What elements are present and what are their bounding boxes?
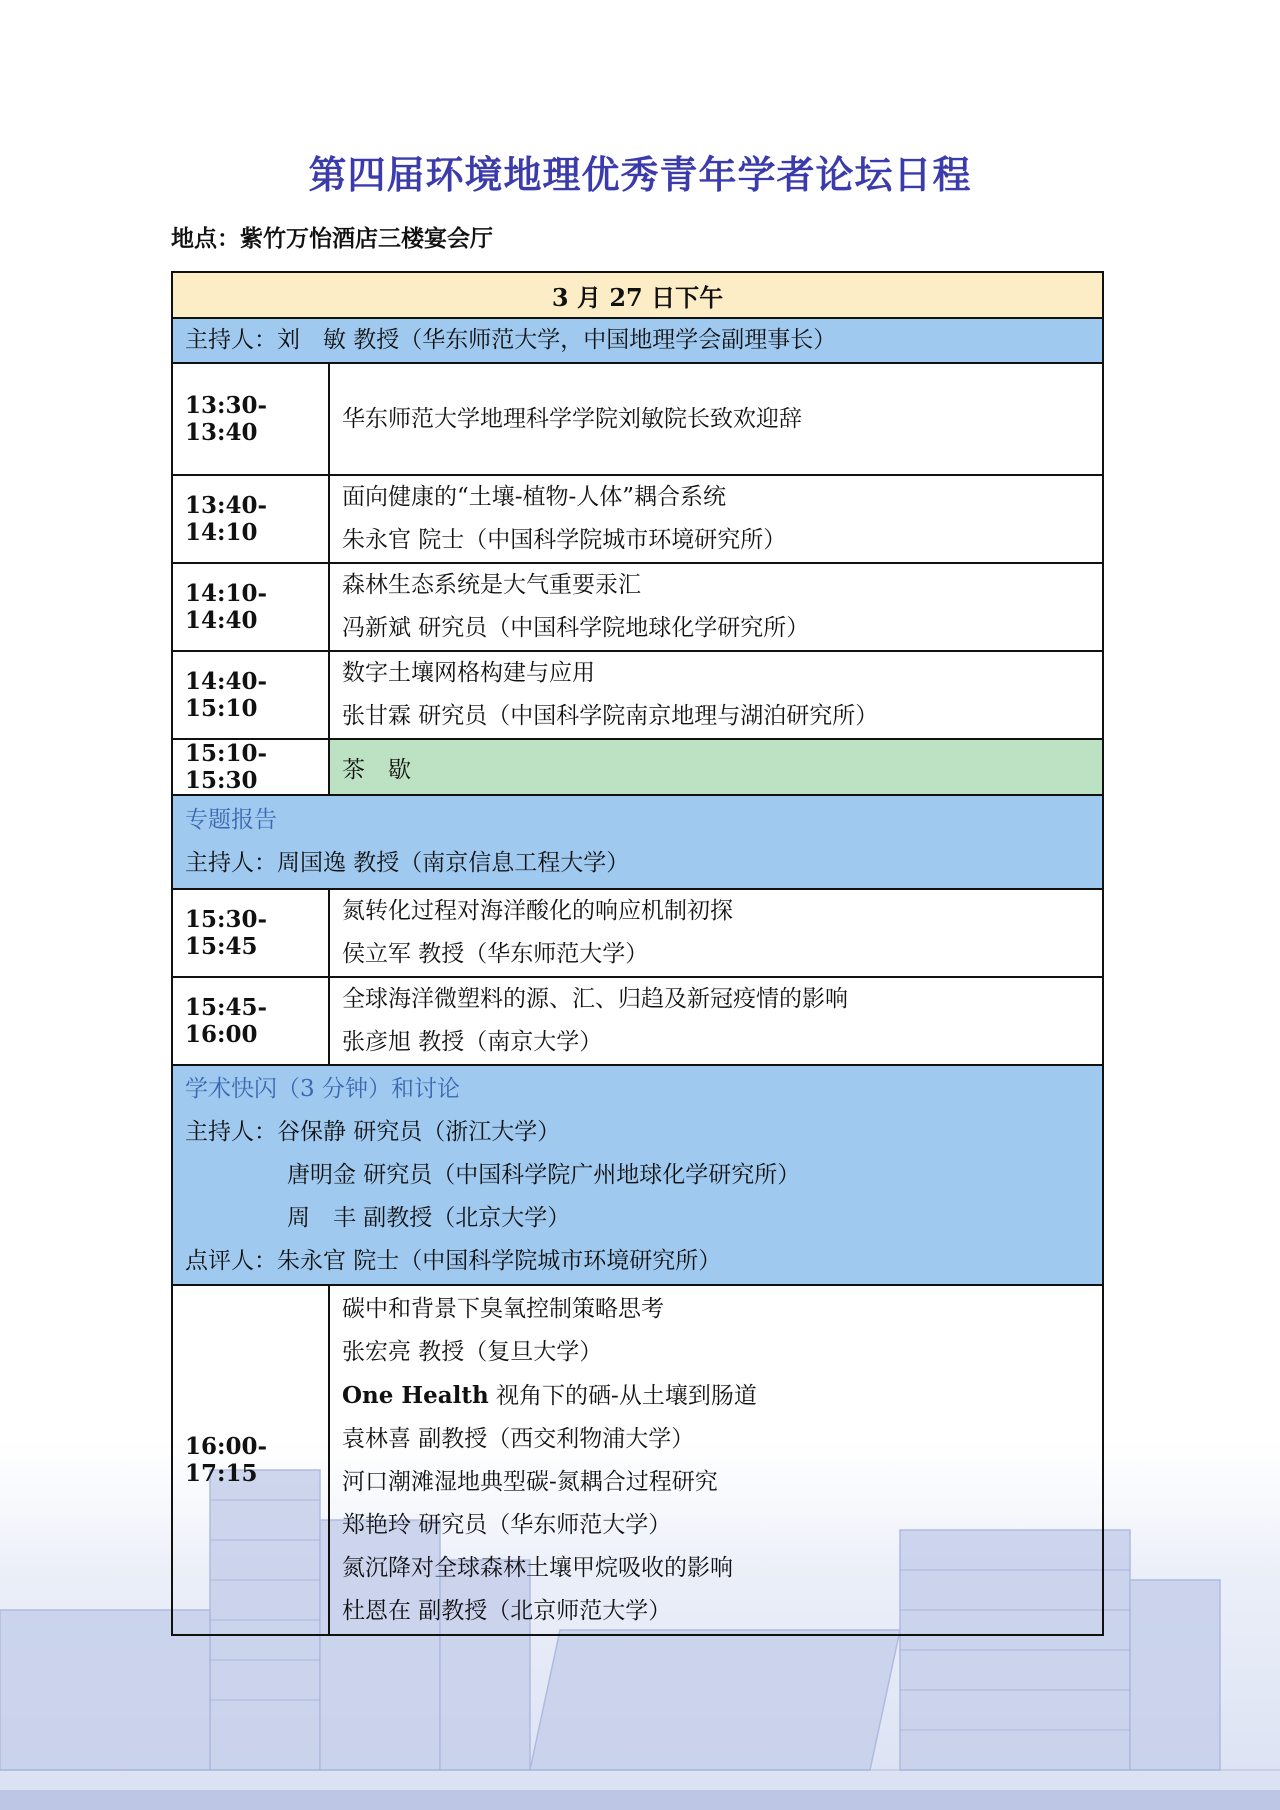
talk-speaker: 朱永官 院士（中国科学院城市环境研究所） xyxy=(342,527,787,553)
talk-title-rest: 视角下的硒-从土壤到肠道 xyxy=(488,1382,757,1409)
session2-heading: 专题报告 xyxy=(185,807,277,833)
time-slot: 15:10-15:30 xyxy=(172,739,329,795)
time-slot: 15:45-16:00 xyxy=(172,977,329,1065)
talk-title: 氮沉降对全球森林土壤甲烷吸收的影响 xyxy=(342,1554,733,1581)
session1-host-row xyxy=(172,318,1103,363)
page-title: 第四届环境地理优秀青年学者论坛日程 xyxy=(308,153,972,197)
table-row xyxy=(172,977,1103,1065)
talk-title xyxy=(342,1374,1090,1418)
talk-speaker: 侯立军 教授（华东师范大学） xyxy=(342,941,649,967)
session3-host: 谷保静 研究员（浙江大学） xyxy=(277,1118,561,1145)
table-row xyxy=(172,651,1103,739)
session3-reviewer: 点评人：朱永官 院士（中国科学院城市环境研究所） xyxy=(185,1247,722,1274)
talk-speaker: 张甘霖 研究员（中国科学院南京地理与湖泊研究所） xyxy=(342,703,879,729)
table-row xyxy=(172,889,1103,977)
time-slot: 15:30-15:45 xyxy=(172,889,329,977)
talk-title-latin: One Health xyxy=(342,1381,489,1409)
time-slot: 14:10-14:40 xyxy=(172,563,329,651)
venue-label: 地点：紫竹万怡酒店三楼宴会厅 xyxy=(171,226,493,252)
talk-title: 面向健康的“土壤-植物-人体”耦合系统 xyxy=(342,484,727,510)
time-slot: 14:40-15:10 xyxy=(172,651,329,739)
session2-header-row xyxy=(172,795,1103,889)
table-row xyxy=(172,563,1103,651)
session3-header-row xyxy=(172,1065,1103,1285)
schedule-table xyxy=(171,271,1104,1636)
table-row xyxy=(172,363,1103,475)
session2-host: 主持人：周国逸 教授（南京信息工程大学） xyxy=(185,850,630,876)
session3-host: 唐明金 研究员（中国科学院广州地球化学研究所） xyxy=(287,1161,801,1188)
time-slot: 13:30-13:40 xyxy=(172,363,329,475)
talk-title: 全球海洋微塑料的源、汇、归趋及新冠疫情的影响 xyxy=(342,986,848,1012)
table-row xyxy=(172,1285,1103,1635)
session1-host: 主持人：刘 敏 教授（华东师范大学，中国地理学会副理事长） xyxy=(185,327,837,353)
session3-host: 周 丰 副教授（北京大学） xyxy=(287,1204,571,1231)
date-header-row xyxy=(172,272,1103,318)
talk-speaker: 袁林喜 副教授（西交利物浦大学） xyxy=(342,1425,695,1452)
table-row xyxy=(172,475,1103,563)
talk-speaker: 张宏亮 教授（复旦大学） xyxy=(342,1338,603,1365)
talk-title: 碳中和背景下臭氧控制策略思考 xyxy=(342,1295,664,1322)
talk-speaker: 张彦旭 教授（南京大学） xyxy=(342,1029,603,1055)
talk-title: 氮转化过程对海洋酸化的响应机制初探 xyxy=(342,898,733,924)
talk-title: 华东师范大学地理科学学院刘敏院长致欢迎辞 xyxy=(342,405,802,432)
talk-title: 河口潮滩湿地典型碳-氮耦合过程研究 xyxy=(342,1468,718,1495)
talk-speaker: 郑艳玲 研究员（华东师范大学） xyxy=(342,1511,672,1538)
talk-title: 森林生态系统是大气重要汞汇 xyxy=(342,572,641,598)
session3-host-label: 主持人： xyxy=(185,1118,277,1145)
date-header: 3 月 27 日下午 xyxy=(172,272,1103,318)
talk-speaker: 冯新斌 研究员（中国科学院地球化学研究所） xyxy=(342,615,810,641)
time-slot: 13:40-14:10 xyxy=(172,475,329,563)
session3-heading: 学术快闪（3 分钟）和讨论 xyxy=(185,1075,460,1102)
talk-speaker: 杜恩在 副教授（北京师范大学） xyxy=(342,1597,672,1624)
break-row xyxy=(172,739,1103,795)
tea-break-label: 茶 歇 xyxy=(329,739,1103,795)
talk-title: 数字土壤网格构建与应用 xyxy=(342,660,595,686)
time-slot: 16:00-17:15 xyxy=(172,1285,329,1635)
